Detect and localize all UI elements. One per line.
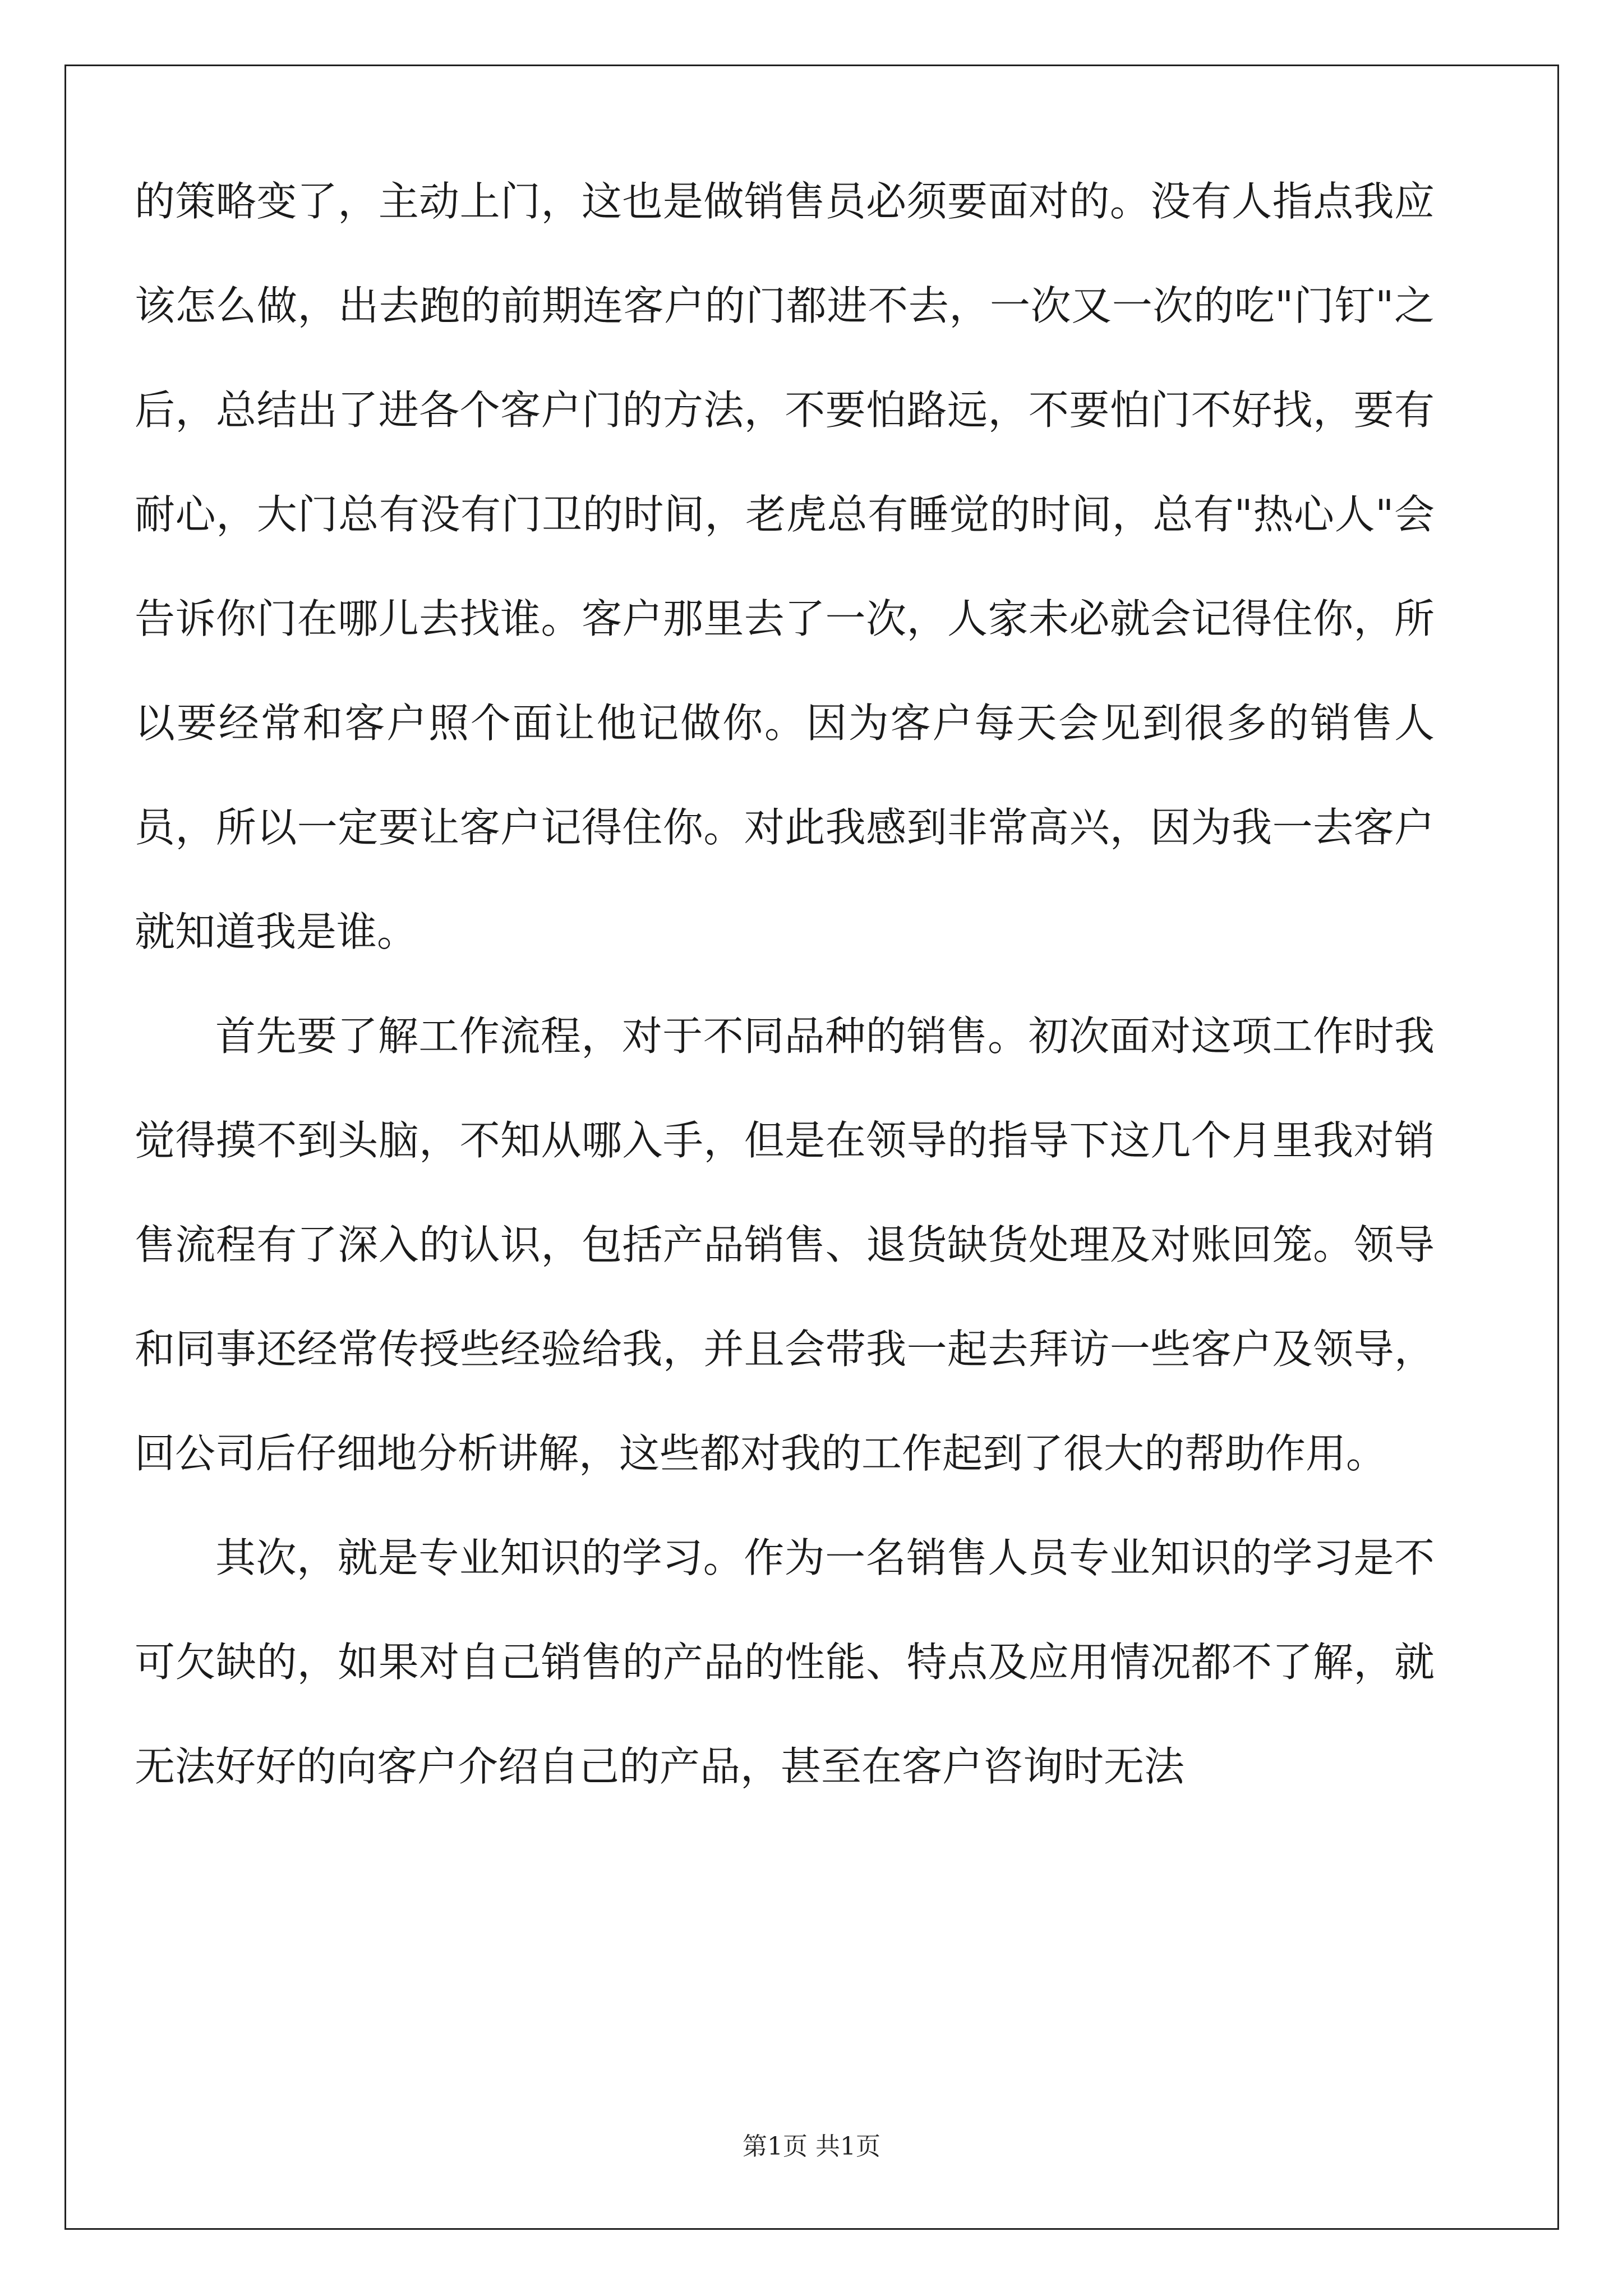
document-body [135,149,1435,2068]
paragraph-1: 的策略变了，主动上门，这也是做销售员必须要面对的。没有人指点我应该怎么做，出去跑的前期连客户的门都进不去，一次又一次的吃"门钉"之后，总结出了进各个客户门的方法，不要怕路远，不要怕门不好找，要有耐心，大门总有没有门卫的时间，老虎总有睡觉的时间，总有"热心人"会告诉你门在哪儿去找谁。客户那里去了一次，人家未必就会记得住你，所以要经常和客户照个面让他记做你。因为客户每天会见到很多的销售人员，所以一定要让客户记得住你。对此我感到非常高兴，因为我一去客户就知道我是谁。 [135,178,1435,955]
paragraph-3: 其次，就是专业知识的学习。作为一名销售人员专业知识的学习是不可欠缺的，如果对自己销售的产品的性能、特点及应用情况都不了解，就无法好好的向客户介绍自己的产品，甚至在客户咨询时无法 [135,1534,1435,1790]
paragraph-2: 首先要了解工作流程，对于不同品种的销售。初次面对这项工作时我觉得摸不到头脑，不知从哪入手，但是在领导的指导下这几个月里我对销售流程有了深入的认识，包括产品销售、退货缺货处理及对账回笼。领导和同事还经常传授些经验给我，并且会带我一起去拜访一些客户及领导，回公司后仔细地分析讲解，这些都对我的工作起到了很大的帮助作用。 [135,1013,1435,1477]
page-number-footer: 第1页 共1页 [743,2132,880,2161]
